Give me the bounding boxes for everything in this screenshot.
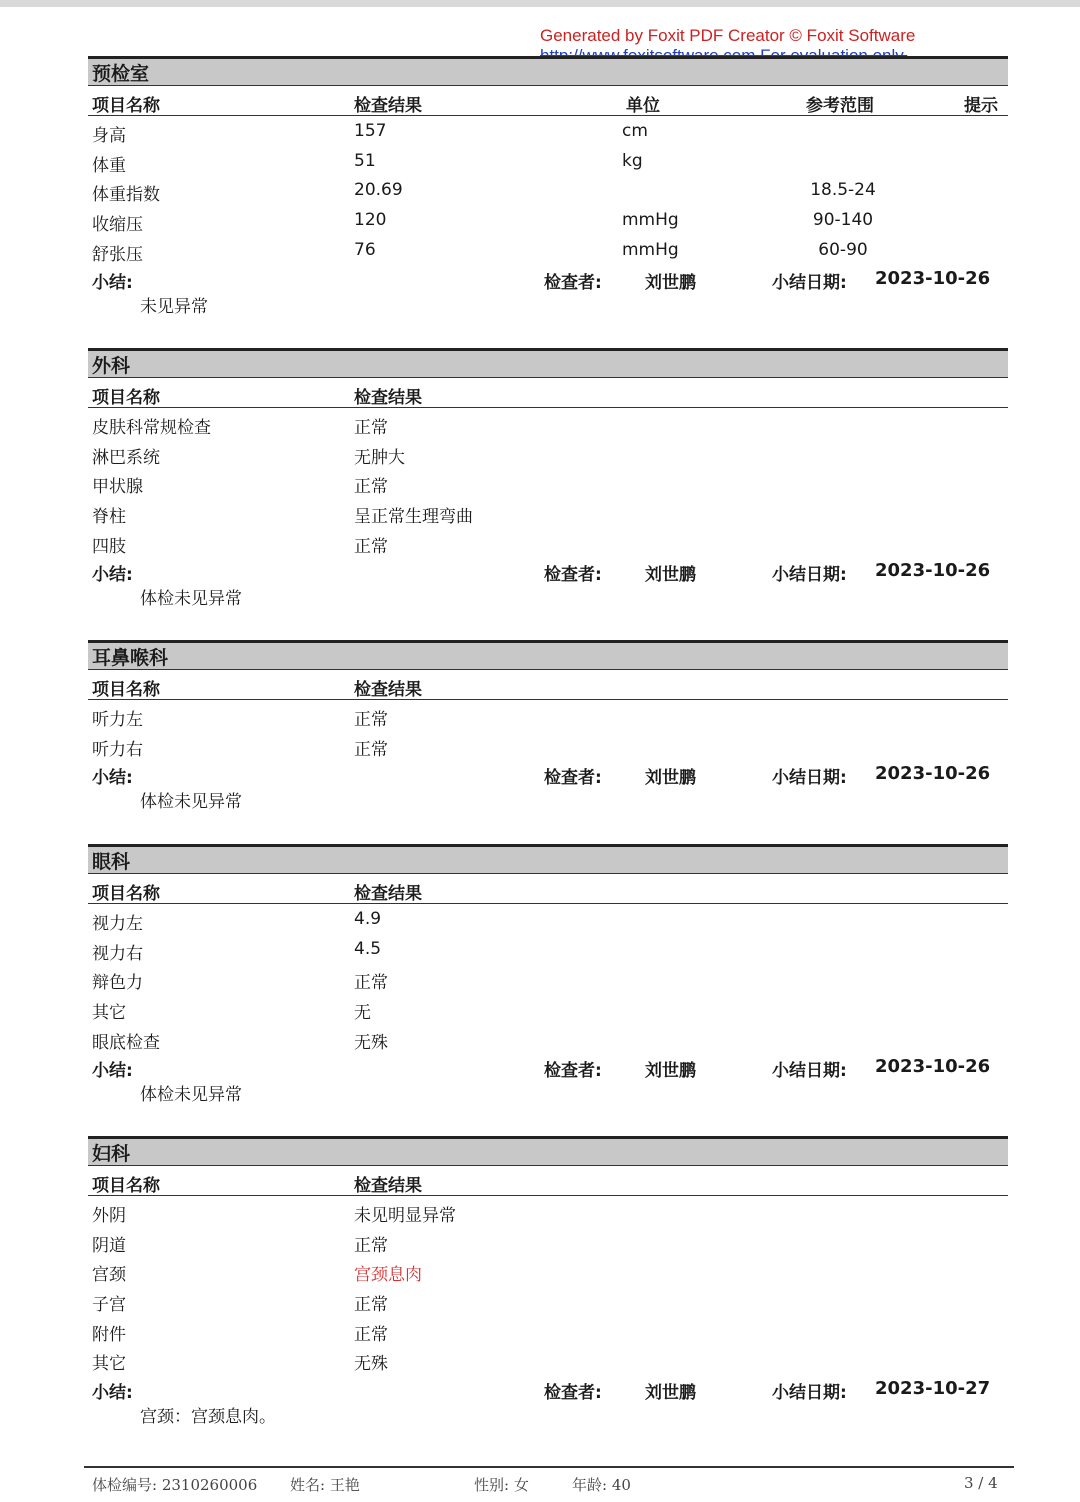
column-header: 项目名称 xyxy=(92,96,160,116)
column-header: 项目名称 xyxy=(92,1176,160,1196)
section-1 xyxy=(88,348,1008,613)
cell-result: 无 xyxy=(354,1003,371,1024)
page-number: 3 / 4 xyxy=(964,1474,998,1492)
cell-result: 157 xyxy=(354,121,387,141)
column-header: 检查结果 xyxy=(354,96,422,116)
cell-result: 4.9 xyxy=(354,909,382,929)
summary-date: 2023-10-26 xyxy=(875,268,991,290)
cell-name: 外阴 xyxy=(92,1206,126,1226)
section-title: 眼科 xyxy=(88,844,1008,874)
patient-name: 姓名: 王艳 xyxy=(290,1476,360,1494)
cell-result: 4.5 xyxy=(354,938,382,959)
examiner-label: 检查者: xyxy=(544,1061,602,1082)
table-row xyxy=(88,1344,1008,1374)
cell-name: 宫颈 xyxy=(92,1265,126,1286)
column-headers xyxy=(88,378,1008,408)
column-headers xyxy=(88,86,1008,116)
column-header: 项目名称 xyxy=(92,884,160,904)
cell-result: 正常 xyxy=(354,1324,388,1345)
column-header: 参考范围 xyxy=(806,96,874,116)
table-row xyxy=(88,904,1008,934)
cell-name: 听力右 xyxy=(92,739,143,760)
cell-result: 120 xyxy=(354,210,387,231)
examiner-name: 刘世鹏 xyxy=(645,565,696,586)
table-row xyxy=(88,1196,1008,1226)
section-0 xyxy=(88,56,1008,321)
table-row xyxy=(88,1023,1008,1053)
cell-result: 正常 xyxy=(354,710,388,730)
cell-name: 甲状腺 xyxy=(92,477,143,498)
table-row xyxy=(88,467,1008,497)
cell-name: 其它 xyxy=(92,1003,126,1024)
cell-range: 18.5-24 xyxy=(810,180,876,201)
cell-name: 淋巴系统 xyxy=(92,447,160,468)
summary-label: 小结: xyxy=(92,565,133,586)
examiner-name: 刘世鹏 xyxy=(645,768,696,789)
section-2 xyxy=(88,640,1008,816)
cell-unit: kg xyxy=(622,150,643,171)
examiner-label: 检查者: xyxy=(544,273,602,294)
summary-line xyxy=(88,759,1008,788)
table-row xyxy=(88,175,1008,205)
summary-note: 宫颈：宫颈息肉。 xyxy=(140,1407,276,1428)
summary-label: 小结: xyxy=(92,1383,133,1404)
cell-name: 眼底检查 xyxy=(92,1032,160,1053)
section-title: 耳鼻喉科 xyxy=(88,640,1008,670)
cell-result: 正常 xyxy=(354,1235,388,1256)
cell-unit: mmHg xyxy=(622,210,679,231)
cell-result: 正常 xyxy=(354,739,388,760)
summary-note: 体检未见异常 xyxy=(140,1085,242,1106)
summary-line xyxy=(88,1052,1008,1081)
summary-date: 2023-10-27 xyxy=(875,1378,991,1400)
cell-result: 无殊 xyxy=(354,1032,388,1053)
cell-name: 体重指数 xyxy=(92,185,160,206)
table-row xyxy=(88,497,1008,527)
examiner-name: 刘世鹏 xyxy=(645,1383,696,1404)
examiner-label: 检查者: xyxy=(544,1383,602,1404)
cell-name: 身高 xyxy=(92,126,126,146)
patient-gender: 性别: 女 xyxy=(474,1476,529,1494)
cell-result: 51 xyxy=(354,150,376,171)
table-row xyxy=(88,438,1008,468)
table-row xyxy=(88,700,1008,730)
table-row xyxy=(88,963,1008,993)
cell-result: 呈正常生理弯曲 xyxy=(354,507,473,528)
cell-result: 无殊 xyxy=(354,1354,388,1375)
table-row xyxy=(88,1315,1008,1345)
section-title: 妇科 xyxy=(88,1136,1008,1166)
cell-name: 体重 xyxy=(92,155,126,176)
examiner-label: 检查者: xyxy=(544,565,602,586)
cell-name: 附件 xyxy=(92,1324,126,1345)
table-row xyxy=(88,1255,1008,1285)
cell-name: 四肢 xyxy=(92,536,126,557)
summary-note: 体检未见异常 xyxy=(140,792,242,813)
summary-date-label: 小结日期: xyxy=(772,1061,847,1082)
examiner-label: 检查者: xyxy=(544,768,602,789)
cell-name: 皮肤科常规检查 xyxy=(92,418,211,438)
cell-name: 视力右 xyxy=(92,943,143,964)
cell-name: 视力左 xyxy=(92,914,143,934)
cell-result: 正常 xyxy=(354,477,388,498)
cell-name: 子宫 xyxy=(92,1295,126,1316)
table-row xyxy=(88,1226,1008,1256)
page-footer xyxy=(84,1466,1014,1502)
exam-number: 体检编号: 2310260006 xyxy=(92,1476,258,1494)
cell-unit: cm xyxy=(622,121,648,141)
summary-note: 体检未见异常 xyxy=(140,589,242,610)
cell-name: 脊柱 xyxy=(92,507,126,528)
column-headers xyxy=(88,670,1008,700)
table-row xyxy=(88,730,1008,760)
table-row xyxy=(88,146,1008,176)
summary-date: 2023-10-26 xyxy=(875,560,991,582)
table-row xyxy=(88,235,1008,265)
cell-name: 辩色力 xyxy=(92,973,143,994)
cell-result: 正常 xyxy=(354,1295,388,1316)
section-4 xyxy=(88,1136,1008,1431)
cell-unit: mmHg xyxy=(622,239,679,260)
table-row xyxy=(88,934,1008,964)
summary-date-label: 小结日期: xyxy=(772,565,847,586)
examiner-name: 刘世鹏 xyxy=(645,273,696,294)
section-title: 预检室 xyxy=(88,56,1008,86)
column-header: 提示 xyxy=(964,96,998,116)
table-row xyxy=(88,1285,1008,1315)
table-row xyxy=(88,993,1008,1023)
cell-result: 宫颈息肉 xyxy=(354,1265,422,1286)
cell-name: 收缩压 xyxy=(92,215,143,236)
cell-result: 未见明显异常 xyxy=(354,1206,456,1226)
table-row xyxy=(88,116,1008,146)
table-row xyxy=(88,205,1008,235)
summary-line xyxy=(88,264,1008,293)
cell-name: 听力左 xyxy=(92,710,143,730)
column-header: 项目名称 xyxy=(92,680,160,700)
cell-result: 20.69 xyxy=(354,180,403,201)
column-header: 检查结果 xyxy=(354,1176,422,1196)
summary-label: 小结: xyxy=(92,1061,133,1082)
watermark-line1: Generated by Foxit PDF Creator © Foxit Software xyxy=(540,26,916,45)
summary-date-label: 小结日期: xyxy=(772,1383,847,1404)
table-row xyxy=(88,527,1008,557)
summary-date-label: 小结日期: xyxy=(772,768,847,789)
table-row xyxy=(88,408,1008,438)
section-title: 外科 xyxy=(88,348,1008,378)
summary-line xyxy=(88,1374,1008,1403)
summary-note: 未见异常 xyxy=(140,297,208,318)
column-header: 单位 xyxy=(626,96,660,116)
cell-result: 无肿大 xyxy=(354,447,405,468)
column-header: 检查结果 xyxy=(354,884,422,904)
examiner-name: 刘世鹏 xyxy=(645,1061,696,1082)
column-headers xyxy=(88,874,1008,904)
section-3 xyxy=(88,844,1008,1109)
cell-name: 其它 xyxy=(92,1354,126,1375)
top-border xyxy=(0,0,1080,7)
cell-result: 76 xyxy=(354,239,376,260)
summary-label: 小结: xyxy=(92,768,133,789)
column-header: 项目名称 xyxy=(92,388,160,408)
cell-name: 阴道 xyxy=(92,1235,126,1256)
summary-line xyxy=(88,556,1008,585)
summary-date: 2023-10-26 xyxy=(875,763,991,785)
summary-date-label: 小结日期: xyxy=(772,273,847,294)
column-header: 检查结果 xyxy=(354,388,422,408)
cell-range: 90-140 xyxy=(812,210,874,231)
cell-result: 正常 xyxy=(354,418,388,438)
patient-age: 年龄: 40 xyxy=(572,1476,631,1494)
cell-result: 正常 xyxy=(354,536,388,557)
column-headers xyxy=(88,1166,1008,1196)
cell-range: 60-90 xyxy=(818,239,868,260)
cell-name: 舒张压 xyxy=(92,244,143,265)
cell-result: 正常 xyxy=(354,973,388,994)
summary-date: 2023-10-26 xyxy=(875,1056,991,1078)
column-header: 检查结果 xyxy=(354,680,422,700)
summary-label: 小结: xyxy=(92,273,133,294)
